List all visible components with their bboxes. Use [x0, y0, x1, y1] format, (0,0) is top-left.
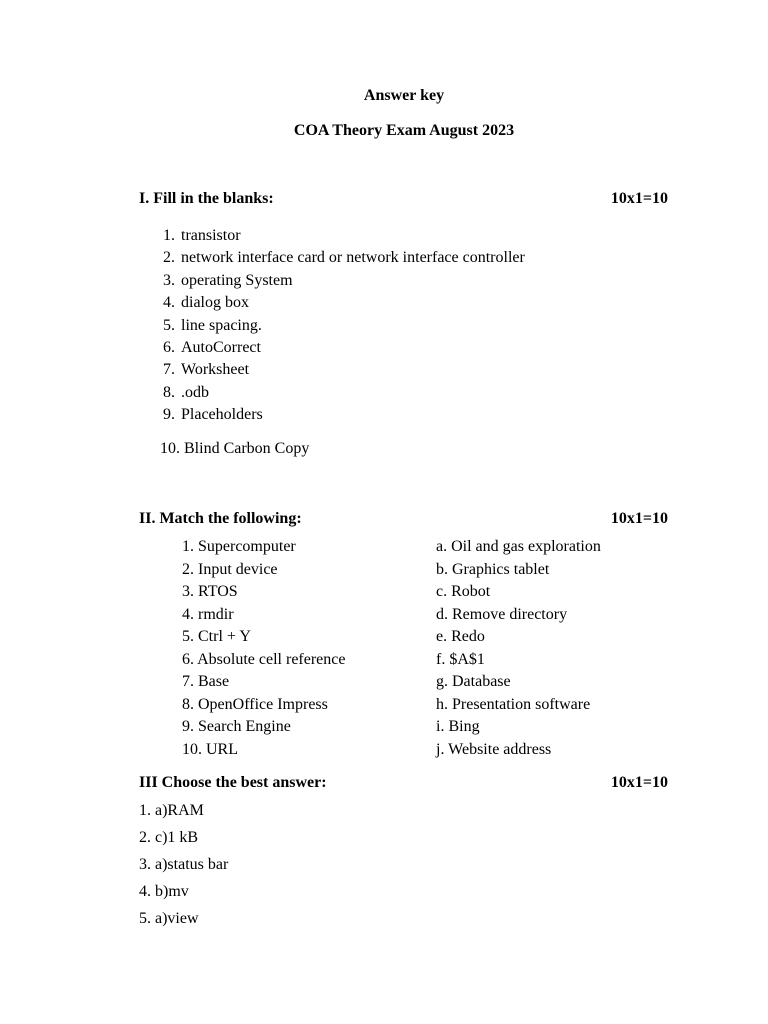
section-3-heading: III Choose the best answer: [139, 774, 327, 791]
section-3-header [139, 774, 668, 792]
match-right-column [436, 536, 601, 761]
document-subtitle: COA Theory Exam August 2023 [293, 122, 515, 139]
list-item: c. Robot [436, 583, 491, 600]
item-text: line spacing. [181, 316, 262, 334]
list-item: 10. URL [182, 740, 238, 758]
item-number: 9. [163, 406, 175, 424]
item-text: dialog box [181, 294, 249, 312]
item-text: Worksheet [181, 361, 250, 379]
list-item: 5. Ctrl + Y [182, 628, 251, 645]
section-2-header [139, 510, 668, 528]
item-number: 1. [163, 227, 175, 244]
item-text: transistor [181, 227, 241, 244]
list-item: 2. c)1 kB [139, 829, 199, 846]
list-item: 3. a)status bar [139, 856, 229, 873]
item-number: 2. [163, 249, 175, 267]
list-item: b. Graphics tablet [436, 560, 550, 578]
section-1-header [139, 190, 668, 208]
list-item: 4. rmdir [182, 605, 234, 623]
list-item: j. Website address [436, 740, 552, 758]
section-1-heading: I. Fill in the blanks: [139, 190, 274, 207]
item-text: operating System [181, 271, 293, 289]
list-item: g. Database [436, 673, 511, 690]
section-3-marks: 10x1=10 [610, 774, 668, 791]
list-item: f. $A$1 [436, 650, 485, 668]
item-text: network interface card or network interface controller [181, 249, 525, 267]
match-left-column [182, 536, 345, 761]
list-item: i. Bing [436, 718, 480, 735]
choose-best-answer-list [139, 797, 228, 932]
document-title: Answer key [363, 87, 445, 104]
item-text: .odb [181, 383, 209, 401]
item-number: 3. [163, 271, 175, 289]
section-2-marks: 10x1=10 [610, 510, 668, 527]
list-item: 2. Input device [182, 560, 278, 578]
list-item: 3. RTOS [182, 583, 238, 600]
list-item: 4. b)mv [139, 883, 189, 900]
list-item: 1. a)RAM [139, 802, 204, 819]
list-item: 8. OpenOffice Impress [182, 695, 328, 713]
item-text: AutoCorrect [181, 338, 261, 356]
list-item: h. Presentation software [436, 695, 591, 713]
item-text: Placeholders [181, 406, 263, 424]
item-number: 7. [163, 361, 175, 379]
list-item: 1. Supercomputer [182, 538, 296, 555]
list-item: e. Redo [436, 628, 485, 645]
item-number: 6. [163, 338, 175, 356]
item-number: 5. [163, 316, 175, 334]
item-number: 4. [163, 294, 175, 312]
section-2-heading: II. Match the following: [139, 510, 302, 527]
list-item: d. Remove directory [436, 605, 568, 623]
list-item: 5. a)view [139, 910, 199, 927]
list-item: 7. Base [182, 673, 230, 690]
list-item: 6. Absolute cell reference [182, 650, 346, 668]
item-number: 8. [163, 383, 175, 401]
list-item: 9. Search Engine [182, 718, 291, 735]
list-item: a. Oil and gas exploration [436, 538, 601, 555]
fill-in-blank-item-10: 10. Blind Carbon Copy [160, 440, 310, 457]
section-1-marks: 10x1=10 [610, 190, 668, 207]
